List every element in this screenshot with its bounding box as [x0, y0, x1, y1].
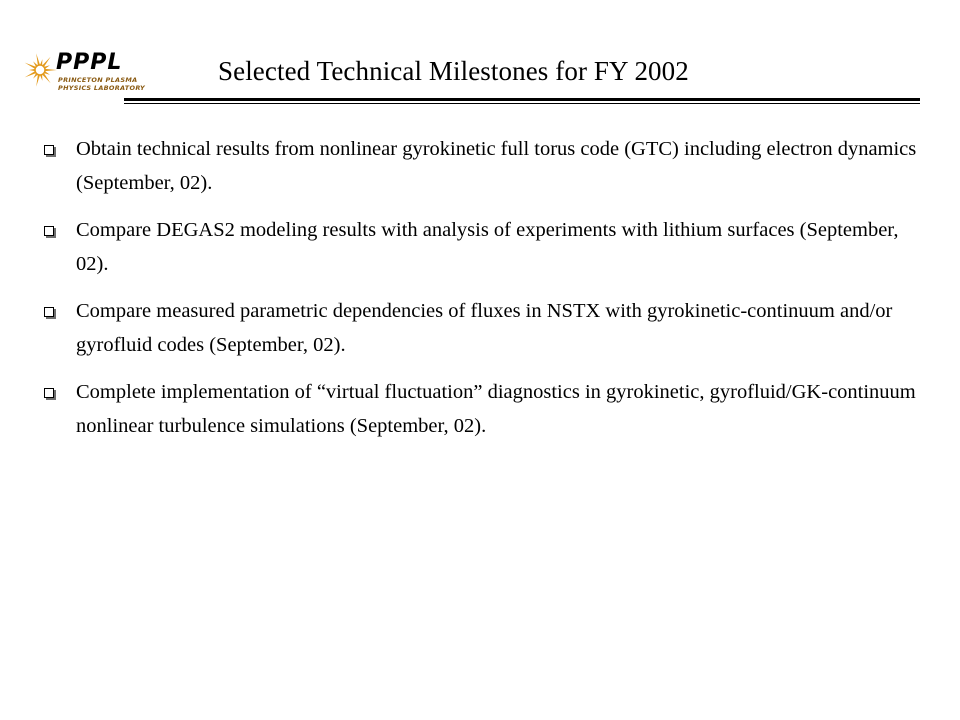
milestone-text: Compare measured parametric dependencies of fluxes in NSTX with gyrokinetic-continuum and/or gyrofluid codes (September, 02). [76, 300, 893, 356]
checkbox-square-icon [44, 307, 54, 317]
logo-ray [36, 53, 40, 65]
milestone-text: Compare DEGAS2 modeling results with analysis of experiments with lithium surfaces (September, 02). [76, 219, 899, 275]
milestone-text: Obtain technical results from nonlinear gyrokinetic full torus code (GTC) including electron dynamics (September, 02). [76, 138, 917, 194]
milestone-item [44, 213, 924, 281]
title-rule-thick [124, 98, 920, 101]
logo-tagline-line1: PRINCETON PLASMA [58, 76, 138, 84]
logo-ray [29, 69, 35, 71]
logo-tagline-line2: PHYSICS LABORATORY [58, 84, 146, 92]
checkbox-square-icon [44, 226, 54, 236]
logo-wordmark: PPPL [56, 50, 123, 75]
slide-title: Selected Technical Milestones for FY 2002 [218, 56, 689, 86]
checkbox-square-icon [44, 145, 54, 155]
milestone-item [44, 375, 924, 443]
milestone-text: Complete implementation of “virtual fluctuation” diagnostics in gyrokinetic, gyrofluid/GK-continuum nonlinear turbulence simulations (September, 02). [76, 381, 916, 437]
pppl-logo [22, 48, 146, 98]
checkbox-square-icon [44, 388, 54, 398]
milestone-list [44, 132, 924, 456]
milestone-item [44, 294, 924, 362]
logo-ray [36, 75, 40, 87]
title-rule-thin [124, 103, 920, 104]
milestone-item [44, 132, 924, 200]
